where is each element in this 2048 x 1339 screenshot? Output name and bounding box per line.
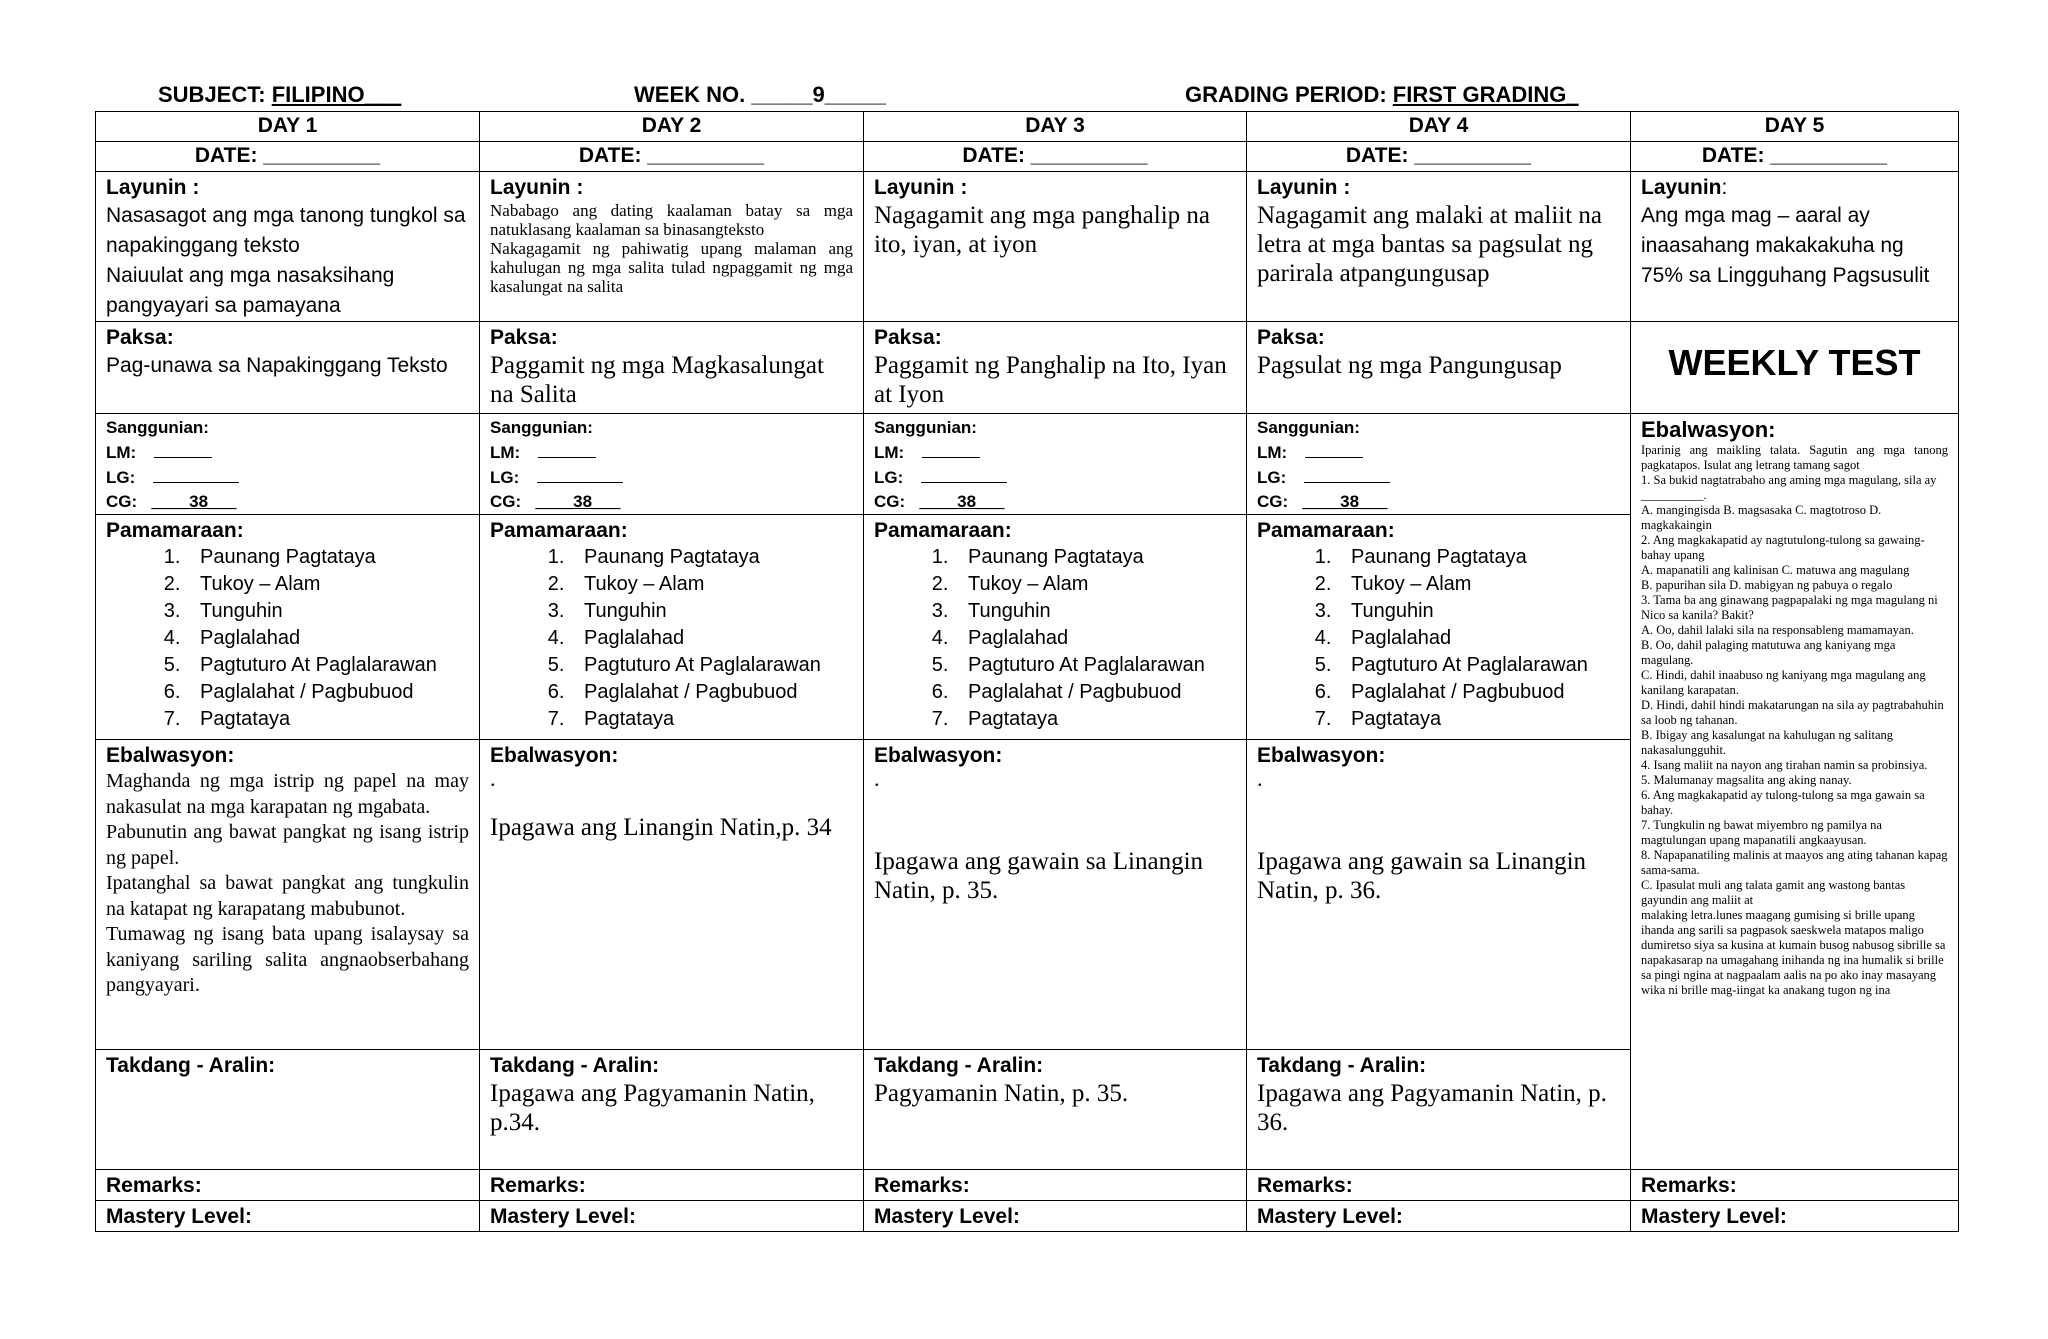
pamamaraan-list — [1257, 544, 1620, 733]
list-item: 4. Paglalahad — [570, 625, 853, 652]
subject-value: FILIPINO___ — [271, 82, 402, 107]
lm-blank — [538, 440, 596, 458]
day-2-sanggunian — [480, 414, 864, 515]
layunin-label: Layunin : — [106, 176, 200, 199]
list-item: 6. Paglalahat / Pagbubuod — [1337, 679, 1620, 706]
lg-blank — [921, 465, 1007, 483]
lg-label: LG: — [490, 468, 520, 487]
ebalwasyon-dot: . — [874, 766, 880, 791]
list-item: 3. Tunguhin — [954, 598, 1236, 625]
day-3-paksa — [864, 322, 1247, 414]
layunin-label: Layunin : — [1257, 176, 1351, 199]
day-5-mastery-level: Mastery Level: — [1631, 1201, 1959, 1232]
lm-blank — [154, 440, 212, 458]
day-2-layunin — [480, 172, 864, 322]
ebalwasyon-label: Ebalwasyon: — [490, 744, 619, 767]
ebalwasyon-text: Ipagawa ang Linangin Natin,p. 34 — [490, 814, 832, 841]
day-4-mastery-level: Mastery Level: — [1247, 1201, 1631, 1232]
list-item: 1. Paunang Pagtataya — [570, 544, 853, 571]
ebalwasyon-label: Ebalwasyon: — [1641, 417, 1776, 442]
takdang-aralin-label: Takdang - Aralin: — [1257, 1054, 1427, 1077]
paksa-label: Paksa: — [106, 326, 174, 349]
list-item: 2. Tukoy – Alam — [1337, 571, 1620, 598]
day-5-title: DAY 5 — [1631, 112, 1959, 142]
pamamaraan-list — [106, 544, 469, 733]
ebalwasyon-label: Ebalwasyon: — [106, 744, 235, 767]
day-5-layunin — [1631, 172, 1959, 322]
lesson-plan-table — [95, 111, 1959, 1232]
week-value: _____9_____ — [751, 82, 886, 107]
pamamaraan-list — [874, 544, 1236, 733]
remarks-row — [96, 1170, 1959, 1201]
list-item: 6. Paglalahat / Pagbubuod — [954, 679, 1236, 706]
layunin-colon: : — [1721, 176, 1728, 199]
takdang-aralin-text: Ipagawa ang Pagyamanin Natin, p.34. — [490, 1080, 815, 1136]
lm-blank — [922, 440, 980, 458]
day-4-remarks: Remarks: — [1247, 1170, 1631, 1201]
pamamaraan-label: Pamamaraan: — [874, 519, 1012, 542]
ebalwasyon-items: 1. Sa bukid nagtatrabaho ang aming mga magulang, sila ay __________. A. mangingisda B. magsasaka C. magtotroso D. magkakaingin 2. Ang magkakapatid ay nagtutulong-tulong sa gawaing-bahay upang A. mapanatili ang kalinisan C. matuwa ang magulang B. papurihan sila D. mabigyan ng pabuya o regalo 3. Tama ba ang ginawang pagpapalaki ng mga magulang ni Nico sa kanila? Bakit? A. Oo, dahil lalaki sila na responsableng mamamayan. B. Oo, dahil palaging matutuwa ang kaniyang mga magulang. C. Hindi, dahil inaabuso ng kaniyang mga magulang ang kanilang karapatan. D. Hindi, dahil hindi makatarungan na sila ay pagtrabahuhin sa loob ng tahanan. B. Ibigay ang kasalungat na kahulugan ng salitang nakasalungguhit. 4. Isang maliit na nayon ang tirahan namin sa probinsiya. 5. Malumanay magsalita ang aking nanay. 6. Ang magkakapatid ay tulong-tulong sa mga gawain sa bahay. 7. Tungkulin ng bawat miyembro ng pamilya na magtulungan upang mapanatili angkaayusan. 8. Napapanatiling malinis at maayos ang ating tahanan kapag sama-sama. C. Ipasulat muli ang talata gamit ang wastong bantas gayundin ang maliit at malaking letra.lunes maagang gumising si brille upang ihanda ang sarili sa pagpasok saeskwela matapos maligo dumiretso siya sa kusina at kumain busog nabusog sibrille sa napakasarap na umagahang inihanda ng ina humalik si brille sa pingi ngina at nagpaalam aalis na po ako inay masayang wika ni brille mag-iingat ka anakang tugon ng ina — [1641, 473, 1948, 997]
lg-blank — [153, 465, 239, 483]
layunin-text: Nagagamit ang malaki at maliit na letra at mga bantas sa pagsulat ng parirala atpangungusap — [1257, 202, 1603, 287]
cg-value: ____38___ — [1302, 492, 1388, 511]
paksa-text: Pagsulat ng mga Pangungusap — [1257, 352, 1562, 379]
pamamaraan-label: Pamamaraan: — [1257, 519, 1395, 542]
day-1-date: DATE: __________ — [96, 142, 480, 172]
lm-label: LM: — [1257, 443, 1288, 462]
ebalwasyon-dot: . — [1257, 766, 1263, 791]
list-item: 1. Paunang Pagtataya — [186, 544, 469, 571]
pamamaraan-list — [490, 544, 853, 733]
day-3-ebalwasyon — [864, 740, 1247, 1050]
grading-header — [1185, 82, 1579, 108]
layunin-text: Nababago ang dating kaalaman batay sa mga natuklasang kaalaman sa binasangteksto Nakagagamit ng pahiwatig upang malaman ang kahulugan ng mga salita tulad ngpaggamit ng mga kasalungat na salita — [490, 201, 853, 296]
day-3-sanggunian — [864, 414, 1247, 515]
sanggunian-label: Sanggunian: — [1257, 418, 1360, 437]
day-2-takdang-aralin — [480, 1050, 864, 1170]
list-item: 4. Paglalahad — [1337, 625, 1620, 652]
day-2-remarks: Remarks: — [480, 1170, 864, 1201]
lm-label: LM: — [490, 443, 521, 462]
ebalwasyon-dot: . — [490, 766, 496, 791]
grading-value: FIRST GRADING_ — [1392, 82, 1579, 107]
day-3-title: DAY 3 — [864, 112, 1247, 142]
week-header — [634, 82, 886, 108]
layunin-text: Nasasagot ang mga tanong tungkol sa napakinggang teksto Naiuulat ang mga nasaksihang pangyayari sa pamayana — [106, 204, 466, 317]
day-1-ebalwasyon — [96, 740, 480, 1050]
list-item: 7. Pagtataya — [1337, 706, 1620, 733]
day-1-takdang-aralin — [96, 1050, 480, 1170]
paksa-text: Paggamit ng Panghalip na Ito, Iyan at Iyon — [874, 352, 1227, 408]
cg-value: ____38___ — [151, 492, 237, 511]
day-3-pamamaraan — [864, 515, 1247, 740]
sanggunian-label: Sanggunian: — [106, 418, 209, 437]
list-item: 2. Tukoy – Alam — [186, 571, 469, 598]
list-item: 7. Pagtataya — [570, 706, 853, 733]
day-title-row — [96, 112, 1959, 142]
ebalwasyon-label: Ebalwasyon: — [874, 744, 1003, 767]
day-4-pamamaraan — [1247, 515, 1631, 740]
list-item: 5. Pagtuturo At Paglalarawan — [1337, 652, 1620, 679]
list-item: 1. Paunang Pagtataya — [1337, 544, 1620, 571]
list-item: 5. Pagtuturo At Paglalarawan — [186, 652, 469, 679]
list-item: 3. Tunguhin — [186, 598, 469, 625]
day-3-mastery-level: Mastery Level: — [864, 1201, 1247, 1232]
pamamaraan-label: Pamamaraan: — [106, 519, 244, 542]
list-item: 5. Pagtuturo At Paglalarawan — [954, 652, 1236, 679]
day-3-remarks: Remarks: — [864, 1170, 1247, 1201]
paksa-label: Paksa: — [874, 326, 942, 349]
layunin-label: Layunin — [1641, 176, 1722, 199]
cg-label: CG: — [1257, 492, 1289, 511]
lg-label: LG: — [1257, 468, 1287, 487]
ebalwasyon-text: Maghanda ng mga istrip ng papel na may nakasulat na mga karapatan ng mgabata. Pabunutin ang bawat pangkat ng isang istrip ng papel. Ipatanghal sa bawat pangkat ang tungkulin na katapat ng karapatang mabubunot. Tumawag ng isang bata upang isalaysay sa kaniyang sariling salita angnaobserbahang pangyayari. — [106, 770, 469, 996]
day-5-remarks: Remarks: — [1631, 1170, 1959, 1201]
sanggunian-label: Sanggunian: — [874, 418, 977, 437]
layunin-label: Layunin : — [874, 176, 968, 199]
day-4-layunin — [1247, 172, 1631, 322]
day-2-paksa — [480, 322, 864, 414]
list-item: 7. Pagtataya — [954, 706, 1236, 733]
list-item: 3. Tunguhin — [570, 598, 853, 625]
sanggunian-row — [96, 414, 1959, 515]
list-item: 2. Tukoy – Alam — [954, 571, 1236, 598]
layunin-text: Ang mga mag – aaral ay inaasahang makakakuha ng 75% sa Lingguhang Pagsusulit — [1641, 204, 1930, 287]
list-item: 7. Pagtataya — [186, 706, 469, 733]
paksa-row — [96, 322, 1959, 414]
layunin-text: Nagagamit ang mga panghalip na ito, iyan, at iyon — [874, 202, 1210, 258]
day-1-sanggunian — [96, 414, 480, 515]
day-4-date: DATE: __________ — [1247, 142, 1631, 172]
layunin-row — [96, 172, 1959, 322]
paksa-label: Paksa: — [490, 326, 558, 349]
day-4-sanggunian — [1247, 414, 1631, 515]
lg-label: LG: — [106, 468, 136, 487]
subject-header — [158, 82, 401, 108]
day-1-pamamaraan — [96, 515, 480, 740]
takdang-aralin-label: Takdang - Aralin: — [490, 1054, 660, 1077]
day-1-mastery-level: Mastery Level: — [96, 1201, 480, 1232]
list-item: 2. Tukoy – Alam — [570, 571, 853, 598]
lm-blank — [1305, 440, 1363, 458]
day-1-paksa — [96, 322, 480, 414]
lg-label: LG: — [874, 468, 904, 487]
weekly-test-title: WEEKLY TEST — [1668, 342, 1921, 383]
day-3-layunin — [864, 172, 1247, 322]
takdang-aralin-label: Takdang - Aralin: — [106, 1054, 276, 1077]
ebalwasyon-label: Ebalwasyon: — [1257, 744, 1386, 767]
lm-label: LM: — [874, 443, 905, 462]
day-2-mastery-level: Mastery Level: — [480, 1201, 864, 1232]
lg-blank — [537, 465, 623, 483]
day-2-ebalwasyon — [480, 740, 864, 1050]
takdang-aralin-text: Ipagawa ang Pagyamanin Natin, p. 36. — [1257, 1080, 1607, 1136]
list-item: 6. Paglalahat / Pagbubuod — [570, 679, 853, 706]
date-row — [96, 142, 1959, 172]
mastery-level-row — [96, 1201, 1959, 1232]
lg-blank — [1304, 465, 1390, 483]
day-1-remarks: Remarks: — [96, 1170, 480, 1201]
paksa-text: Paggamit ng mga Magkasalungat na Salita — [490, 352, 824, 408]
cg-value: ____38___ — [535, 492, 621, 511]
day-3-date: DATE: __________ — [864, 142, 1247, 172]
day-2-title: DAY 2 — [480, 112, 864, 142]
day-4-title: DAY 4 — [1247, 112, 1631, 142]
lm-label: LM: — [106, 443, 137, 462]
cg-value: ____38___ — [919, 492, 1005, 511]
grading-label: GRADING PERIOD: — [1185, 82, 1393, 107]
day-1-title: DAY 1 — [96, 112, 480, 142]
ebalwasyon-text: Ipagawa ang gawain sa Linangin Natin, p. 36. — [1257, 848, 1587, 904]
list-item: 3. Tunguhin — [1337, 598, 1620, 625]
day-4-ebalwasyon — [1247, 740, 1631, 1050]
pamamaraan-label: Pamamaraan: — [490, 519, 628, 542]
ebalwasyon-text: Ipagawa ang gawain sa Linangin Natin, p. 35. — [874, 848, 1204, 904]
day-5-date: DATE: __________ — [1631, 142, 1959, 172]
list-item: 5. Pagtuturo At Paglalarawan — [570, 652, 853, 679]
paksa-text: Pag-unawa sa Napakinggang Teksto — [106, 354, 448, 377]
day-5-weekly-test — [1631, 322, 1959, 414]
day-4-paksa — [1247, 322, 1631, 414]
day-3-takdang-aralin — [864, 1050, 1247, 1170]
cg-label: CG: — [874, 492, 906, 511]
day-2-date: DATE: __________ — [480, 142, 864, 172]
day-4-takdang-aralin — [1247, 1050, 1631, 1170]
day-1-layunin — [96, 172, 480, 322]
takdang-aralin-label: Takdang - Aralin: — [874, 1054, 1044, 1077]
list-item: 4. Paglalahad — [186, 625, 469, 652]
sanggunian-label: Sanggunian: — [490, 418, 593, 437]
paksa-label: Paksa: — [1257, 326, 1325, 349]
takdang-aralin-text: Pagyamanin Natin, p. 35. — [874, 1080, 1129, 1107]
list-item: 6. Paglalahat / Pagbubuod — [186, 679, 469, 706]
cg-label: CG: — [490, 492, 522, 511]
ebalwasyon-intro: Iparinig ang maikling talata. Sagutin ang mga tanong pagkatapos. Isulat ang letrang tamang sagot — [1641, 443, 1948, 472]
week-label: WEEK NO. — [634, 82, 752, 107]
day-2-pamamaraan — [480, 515, 864, 740]
layunin-label: Layunin : — [490, 176, 584, 199]
subject-label: SUBJECT: — [158, 82, 272, 107]
list-item: 1. Paunang Pagtataya — [954, 544, 1236, 571]
cg-label: CG: — [106, 492, 138, 511]
list-item: 4. Paglalahad — [954, 625, 1236, 652]
day-5-ebalwasyon — [1631, 414, 1959, 1170]
